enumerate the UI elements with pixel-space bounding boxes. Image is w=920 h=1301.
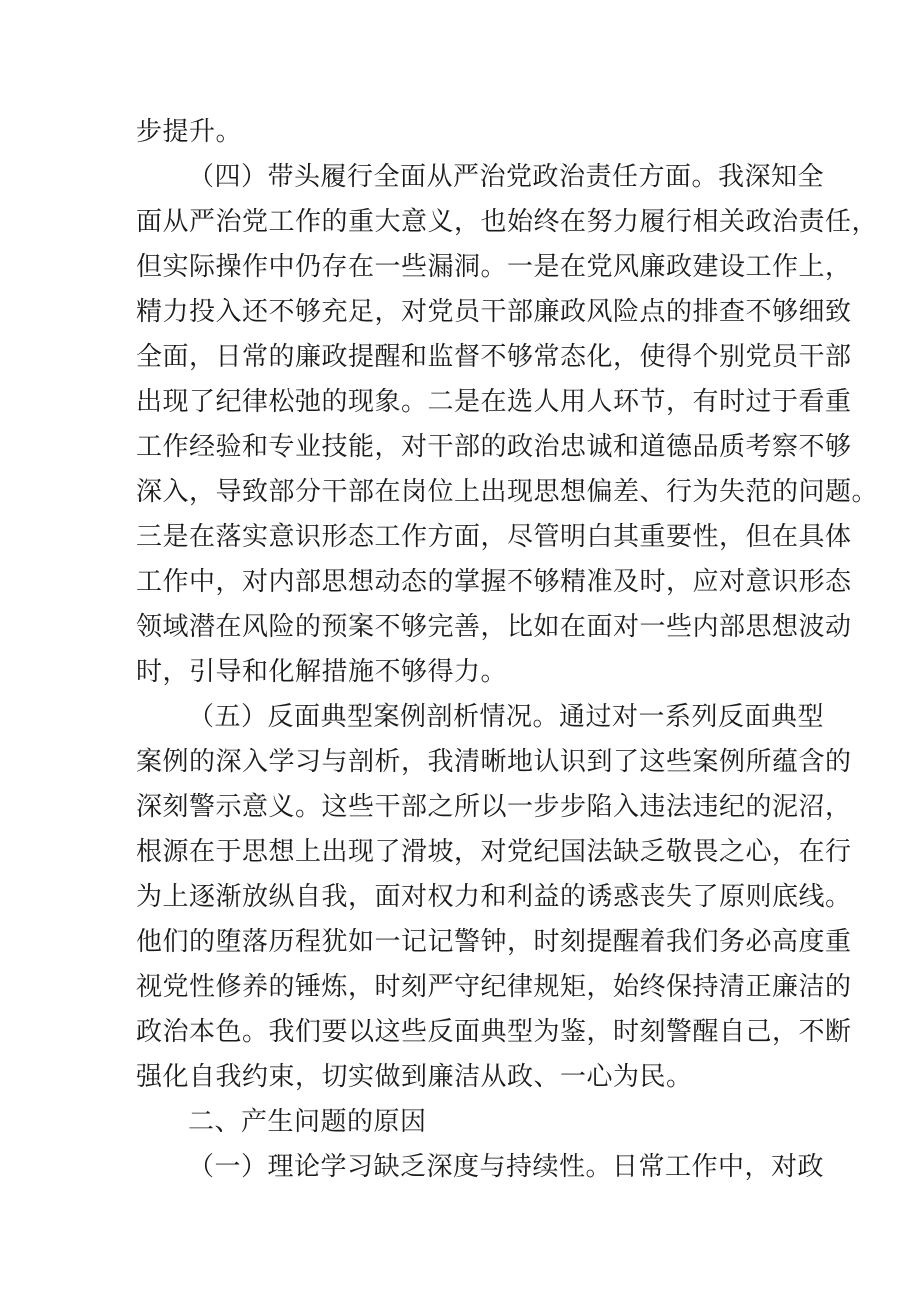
text-line: 精力投入还不够充足，对党员干部廉政风险点的排查不够细致 (136, 297, 852, 327)
text-line: 步提升。 (136, 117, 243, 147)
text-line: 工作经验和专业技能，对干部的政治忠诚和道德品质考察不够 (136, 432, 852, 462)
text-line: 全面，日常的廉政提醒和监督不够常态化，使得个别党员干部 (136, 342, 852, 372)
paragraph-heading-5: （五）反面典型案例剖析情况。通过对一系列反面典型 (188, 702, 825, 732)
text-line: 政治本色。我们要以这些反面典型为鉴，时刻警醒自己，不断 (136, 1017, 852, 1047)
text-line: 面从严治党工作的重大意义，也始终在努力履行相关政治责任， (136, 207, 879, 237)
text-line: 为上逐渐放纵自我，面对权力和利益的诱惑丧失了原则底线。 (136, 882, 852, 912)
text-line: 深入，导致部分干部在岗位上出现思想偏差、行为失范的问题。 (136, 477, 879, 507)
text-line: 他们的堕落历程犹如一记记警钟，时刻提醒着我们务必高度重 (136, 927, 852, 957)
text-line: 时，引导和化解措施不够得力。 (136, 657, 508, 687)
text-line: 案例的深入学习与剖析，我清晰地认识到了这些案例所蕴含的 (136, 747, 852, 777)
text-line: 但实际操作中仍存在一些漏洞。一是在党风廉政建设工作上， (136, 252, 852, 282)
paragraph-heading-4: （四）带头履行全面从严治党政治责任方面。我深知全 (188, 162, 825, 192)
text-line: 根源在于思想上出现了滑坡，对党纪国法缺乏敬畏之心，在行 (136, 837, 852, 867)
text-line: 视党性修养的锤炼，时刻严守纪律规矩，始终保持清正廉洁的 (136, 972, 852, 1002)
text-line: 出现了纪律松弛的现象。二是在选人用人环节，有时过于看重 (136, 387, 852, 417)
text-line: 三是在落实意识形态工作方面，尽管明白其重要性，但在具体 (136, 522, 852, 552)
text-line: 工作中，对内部思想动态的掌握不够精准及时，应对意识形态 (136, 567, 852, 597)
section-heading: 二、产生问题的原因 (188, 1107, 427, 1137)
text-line: 强化自我约束，切实做到廉洁从政、一心为民。 (136, 1062, 693, 1092)
paragraph-heading-1: （一）理论学习缺乏深度与持续性。日常工作中，对政 (188, 1152, 825, 1182)
text-line: 深刻警示意义。这些干部之所以一步步陷入违法违纪的泥沼， (136, 792, 852, 822)
text-line: 领域潜在风险的预案不够完善，比如在面对一些内部思想波动 (136, 612, 852, 642)
